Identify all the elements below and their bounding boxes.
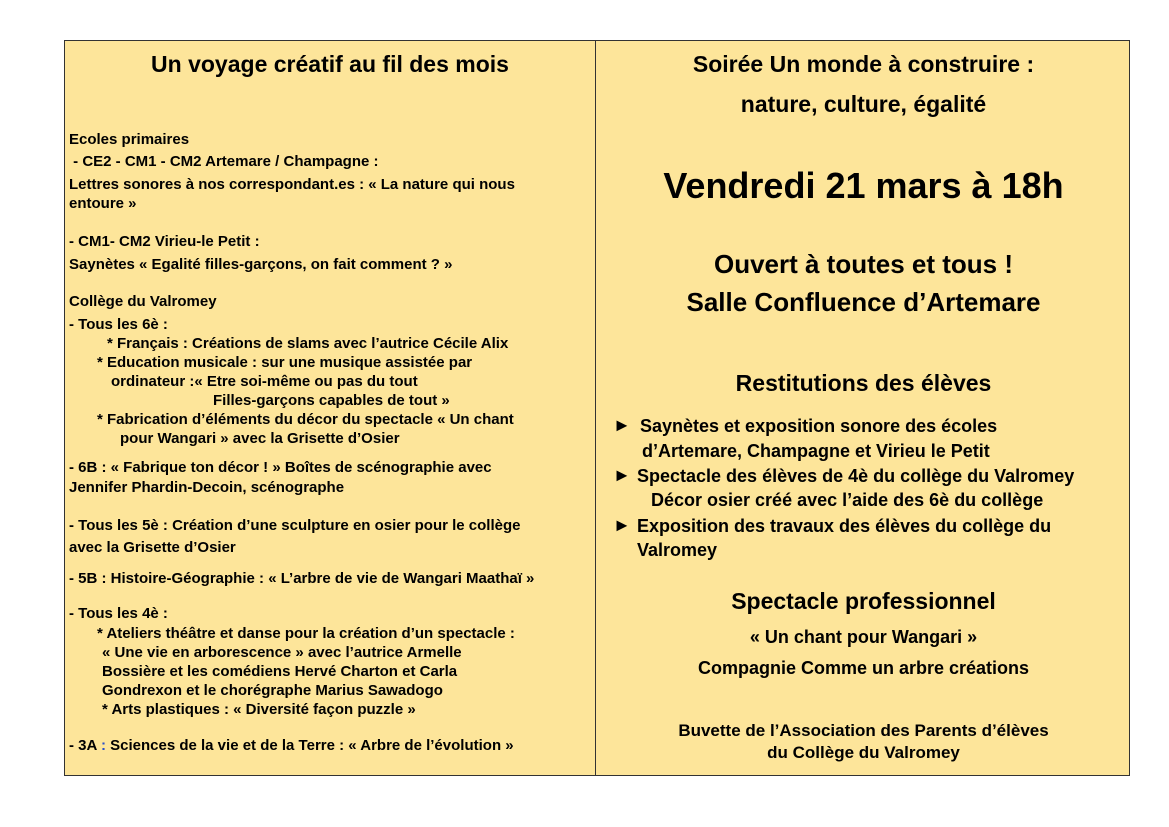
activity-line: Filles-garçons capables de tout »	[213, 392, 450, 409]
restitution-item: Spectacle des élèves de 4è du collège du Valromey	[637, 466, 1075, 486]
restitution-item: Saynètes et exposition sonore des écoles	[640, 416, 998, 436]
bullet-arrow-icon: ►	[613, 415, 631, 435]
activity-line: * Fabrication d’éléments du décor du spectacle « Un chant	[97, 411, 514, 428]
activity-line: * Arts plastiques : « Diversité façon puzzle »	[102, 701, 416, 718]
class-line: - CM1- CM2 Virieu-le Petit :	[69, 233, 260, 250]
venue-line: Salle Confluence d’Artemare	[686, 287, 1041, 317]
activity-line: pour Wangari » avec la Grisette d’Osier	[120, 430, 400, 447]
bullet-arrow-icon: ►	[613, 515, 631, 535]
buvette-line2: du Collège du Valromey	[767, 743, 960, 762]
class-line: - Tous les 4è :	[69, 605, 168, 622]
spectacle-title: « Un chant pour Wangari »	[749, 627, 978, 647]
activity-line: avec la Grisette d’Osier	[69, 539, 236, 556]
activity-line: Bossière et les comédiens Hervé Charton et Carla	[102, 663, 458, 680]
event-title-line1: Soirée Un monde à construire :	[692, 51, 1035, 77]
section-college: Collège du Valromey	[69, 293, 217, 310]
section-primary-schools: Ecoles primaires	[69, 131, 190, 148]
event-date: Vendredi 21 mars à 18h	[663, 165, 1064, 206]
activity-line: * Ateliers théâtre et danse pour la création d’un spectacle :	[97, 625, 515, 642]
spectacle-company: Compagnie Comme un arbre créations	[697, 658, 1030, 678]
spectacle-heading: Spectacle professionnel	[731, 588, 996, 614]
activity-line: Saynètes « Egalité filles-garçons, on fait comment ? »	[69, 256, 453, 273]
restitution-item: Valromey	[637, 540, 718, 560]
class-line: - CE2 - CM1 - CM2 Artemare / Champagne :	[69, 153, 379, 170]
restitution-item: Décor osier créé avec l’aide des 6è du collège	[651, 490, 1044, 510]
activity-line: ordinateur :« Etre soi-même ou pas du tout	[111, 373, 418, 390]
activity-line: * Français : Créations de slams avec l’autrice Cécile Alix	[107, 335, 509, 352]
bullet-arrow-icon: ►	[613, 465, 631, 485]
restitutions-heading: Restitutions des élèves	[735, 370, 992, 396]
class-3a-colon: :	[100, 737, 106, 754]
restitution-item: Exposition des travaux des élèves du collège du	[637, 516, 1052, 536]
class-3a-prefix: - 3A	[69, 737, 101, 754]
activity-line: * Education musicale : sur une musique assistée par	[97, 354, 473, 371]
class-line: - 6B : « Fabrique ton décor ! » Boîtes de scénographie avec	[69, 459, 492, 476]
flyer-sheet	[64, 40, 1130, 776]
restitution-item: d’Artemare, Champagne et Virieu le Petit	[642, 441, 990, 461]
activity-line: Gondrexon et le chorégraphe Marius Sawadogo	[102, 682, 443, 699]
buvette-line1: Buvette de l’Association des Parents d’élèves	[678, 721, 1049, 740]
activity-line: « Une vie en arborescence » avec l’autrice Armelle	[102, 644, 462, 661]
activity-line: Lettres sonores à nos correspondant.es : « La nature qui nous	[69, 176, 515, 193]
class-line: - Tous les 5è : Création d’une sculpture en osier pour le collège	[69, 517, 521, 534]
class-3a-rest: Sciences de la vie et de la Terre : « Arbre de l’évolution »	[105, 737, 514, 754]
event-title-line2: nature, culture, égalité	[740, 91, 987, 117]
class-line: - Tous les 6è :	[69, 316, 168, 333]
activity-line: entoure »	[69, 195, 137, 212]
activity-line: Jennifer Phardin-Decoin, scénographe	[69, 479, 345, 496]
open-line1: Ouvert à toutes et tous !	[713, 249, 1014, 279]
left-title: Un voyage créatif au fil des mois	[151, 51, 509, 77]
class-line-3a	[69, 737, 514, 754]
class-line: - 5B : Histoire-Géographie : « L’arbre de vie de Wangari Maathaï »	[69, 570, 535, 587]
